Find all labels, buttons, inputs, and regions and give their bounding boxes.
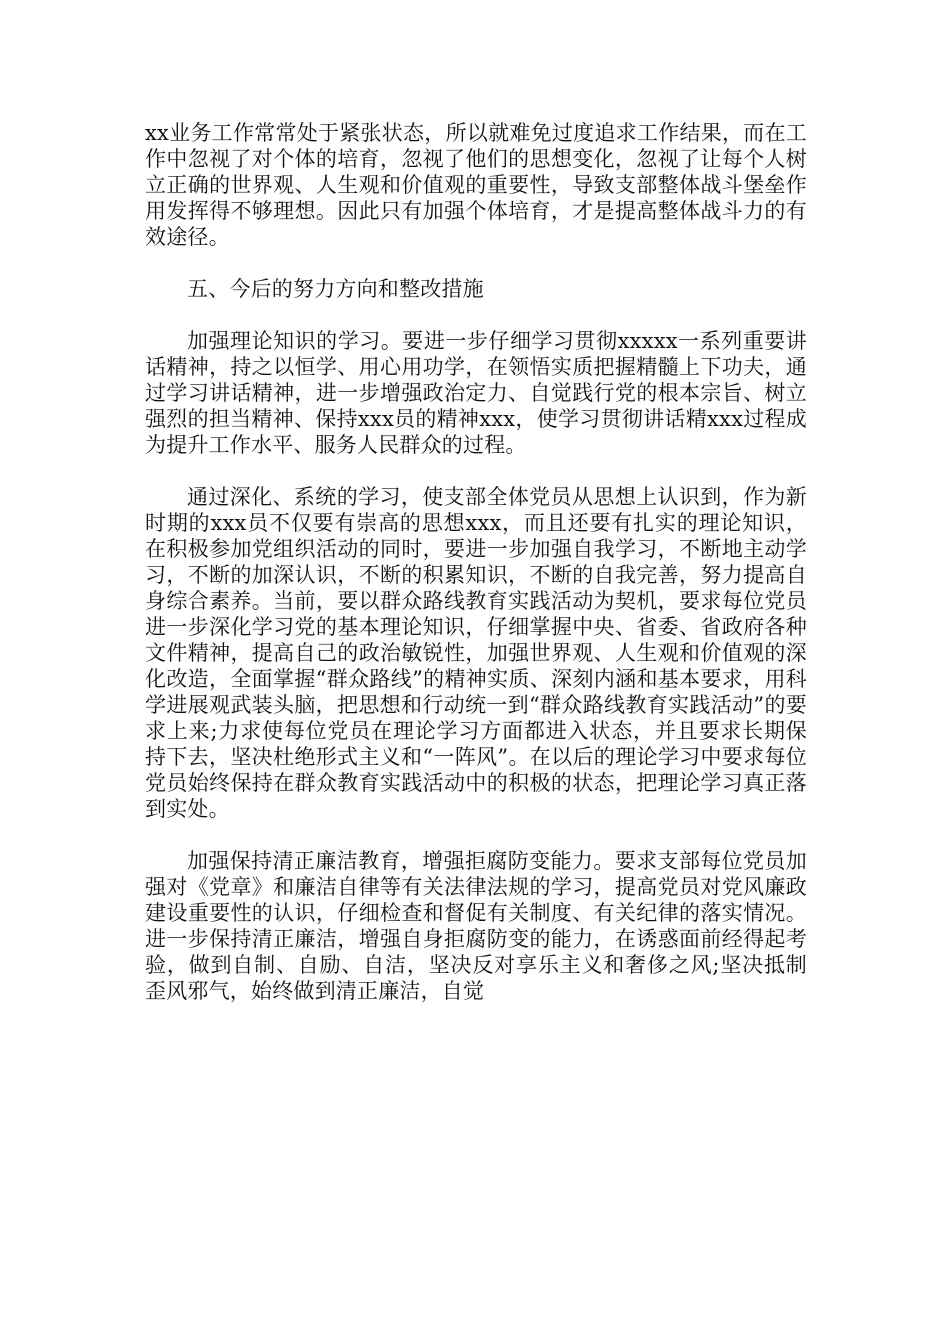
paragraph-integrity-education: 加强保持清正廉洁教育，增强拒腐防变能力。要求支部每位党员加强对《党章》和廉洁自律等有关法律法规的学习，提高党员对党风廉政建设重要性的认识，仔细检查和督促有关制度、有关纪律的落实情况。进一步保持清正廉洁，增强自身拒腐防变的能力，在诱惑面前经得起考验，做到自制、自励、自洁，坚决反对享乐主义和奢侈之风;坚决抵制歪风邪气，始终做到清正廉洁，自觉 xyxy=(145,849,807,1003)
section-heading: 五、今后的努力方向和整改措施 xyxy=(187,277,484,301)
paragraph-continuation: xx业务工作常常处于紧张状态，所以就难免过度追求工作结果，而在工作中忽视了对个体的培育，忽视了他们的思想变化，忽视了让每个人树立正确的世界观、人生观和价值观的重要性，导致支部整体战斗堡垒作用发挥得不够理想。因此只有加强个体培育，才是提高整体战斗力的有效途径。 xyxy=(145,121,807,249)
paragraph-systematic-study: 通过深化、系统的学习，使支部全体党员从思想上认识到，作为新时期的xxx员不仅要有崇高的思想xxx，而且还要有扎实的理论知识，在积极参加党组织活动的同时，要进一步加强自我学习，不断地主动学习，不断的加深认识，不断的积累知识，不断的自我完善，努力提高自身综合素养。当前，要以群众路线教育实践活动为契机，要求每位党员进一步深化学习党的基本理论知识，仔细掌握中央、省委、省政府各种文件精神，提高自己的政治敏锐性，加强世界观、人生观和价值观的深化改造，全面掌握“群众路线”的精神实质、深刻内涵和基本要求，用科学进展观武装头脑，把思想和行动统一到“群众路线教育实践活动”的要求上来;力求使每位党员在理论学习方面都进入状态，并且要求长期保持下去，坚决杜绝形式主义和“一阵风”。在以后的理论学习中要求每位党员始终保持在群众教育实践活动中的积极的状态，把理论学习真正落到实处。 xyxy=(145,485,807,821)
document-body xyxy=(145,120,807,1030)
paragraph-theory-study: 加强理论知识的学习。要进一步仔细学习贯彻xxxxx一系列重要讲话精神，持之以恒学、用心用功学，在领悟实质把握精髓上下功夫，通过学习讲话精神，进一步增强政治定力、自觉践行党的根本宗旨、树立强烈的担当精神、保持xxx员的精神xxx，使学习贯彻讲话精xxx过程成为提升工作水平、服务人民群众的过程。 xyxy=(145,329,807,457)
